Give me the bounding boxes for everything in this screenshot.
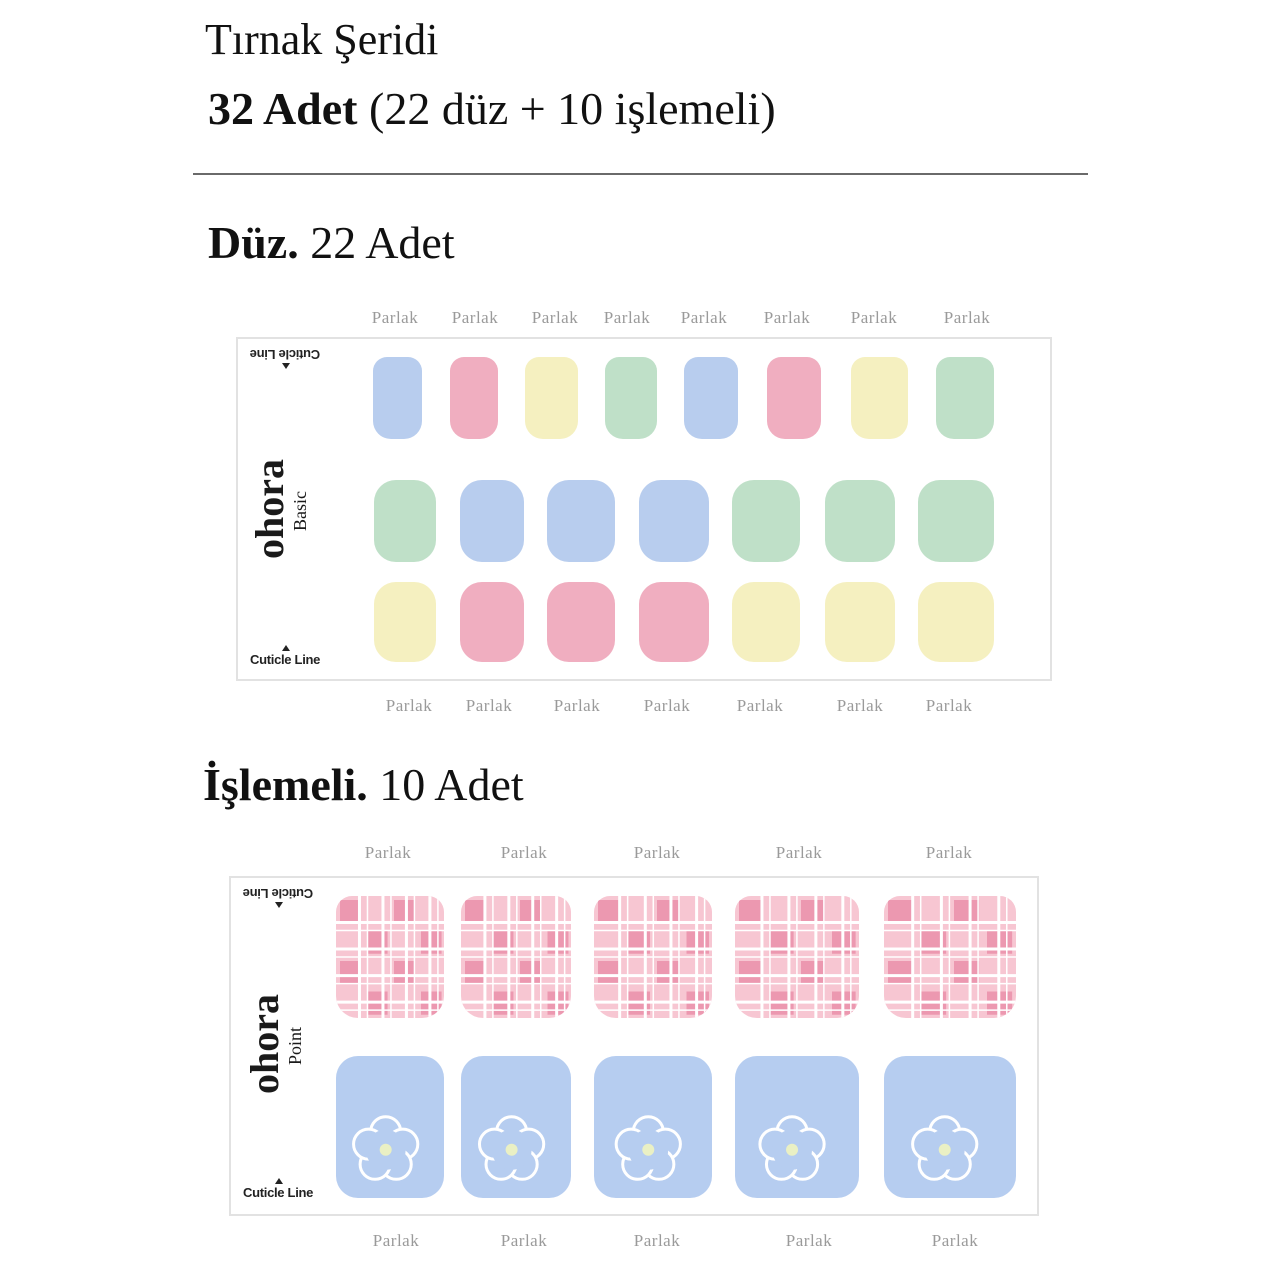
nail-toe-pink: [639, 582, 709, 662]
nail-toe-yellow: [825, 582, 895, 662]
cuticle-arrow-icon: [275, 902, 283, 908]
nail-toe-yellow: [374, 582, 436, 662]
cuticle-line-bottom: [243, 1178, 313, 1200]
cuticle-line-bottom: [250, 645, 320, 667]
gloss-label: Parlak: [925, 843, 973, 862]
gloss-label: Parlak: [364, 843, 412, 862]
nail-pink-plaid: [461, 896, 571, 1018]
brand-logo: [247, 459, 310, 559]
brand-name: ohora: [247, 459, 292, 559]
nail-tip-pink: [767, 357, 821, 439]
piece-count: [208, 82, 776, 136]
nail-toe-green: [732, 480, 800, 562]
nail-pink-plaid: [884, 896, 1016, 1018]
page-title: Tırnak Şeridi: [205, 15, 439, 64]
plain-nail-sheet: [236, 337, 1052, 681]
piece-count-breakdown: (22 düz + 10 işlemeli): [357, 83, 776, 134]
gloss-label: Parlak: [633, 843, 681, 862]
nail-pink-plaid: [594, 896, 712, 1018]
nail-toe-green: [825, 480, 895, 562]
nail-blue-flower: [461, 1056, 571, 1198]
nail-toe-pink: [547, 582, 615, 662]
plaid-pattern-icon: [735, 896, 859, 1018]
pattern-section-heading: [203, 758, 524, 812]
nail-tip-pink: [450, 357, 498, 439]
flower-icon: [594, 1056, 712, 1198]
brand-logo: [242, 994, 305, 1094]
nail-pink-plaid: [735, 896, 859, 1018]
nail-toe-yellow: [732, 582, 800, 662]
nail-toe-blue: [460, 480, 524, 562]
cuticle-line-label: Cuticle Line: [250, 347, 321, 362]
piece-count-total: 32 Adet: [208, 83, 358, 134]
plain-heading-count: 22 Adet: [298, 217, 455, 268]
gloss-label: Parlak: [603, 308, 651, 327]
nail-blue-flower: [884, 1056, 1016, 1198]
plaid-pattern-icon: [336, 896, 444, 1018]
cuticle-line-top: [250, 347, 320, 369]
nail-toe-pink: [460, 582, 524, 662]
gloss-label: Parlak: [385, 696, 433, 715]
nail-pink-plaid: [336, 896, 444, 1018]
plaid-pattern-icon: [594, 896, 712, 1018]
plain-section-heading: [208, 216, 455, 270]
pattern-heading-label: İşlemeli.: [203, 759, 368, 810]
gloss-label: Parlak: [500, 843, 548, 862]
gloss-label: Parlak: [785, 1231, 833, 1250]
gloss-label: Parlak: [451, 308, 499, 327]
gloss-label: Parlak: [553, 696, 601, 715]
brand-line: Basic: [290, 491, 310, 531]
gloss-label: Parlak: [736, 696, 784, 715]
divider: [193, 173, 1088, 175]
brand-name: ohora: [242, 994, 287, 1094]
cuticle-arrow-icon: [282, 363, 290, 369]
brand-line: Point: [285, 1027, 305, 1066]
pattern-nail-sheet: [229, 876, 1039, 1216]
gloss-label: Parlak: [836, 696, 884, 715]
cuticle-line-top: [243, 886, 313, 908]
nail-toe-green: [374, 480, 436, 562]
cuticle-arrow-icon: [275, 1178, 283, 1184]
nail-tip-blue: [684, 357, 738, 439]
nail-blue-flower: [594, 1056, 712, 1198]
plain-heading-label: Düz.: [208, 217, 299, 268]
cuticle-arrow-icon: [282, 645, 290, 651]
gloss-label: Parlak: [633, 1231, 681, 1250]
plaid-pattern-icon: [884, 896, 1016, 1018]
gloss-label: Parlak: [372, 1231, 420, 1250]
nail-toe-yellow: [918, 582, 994, 662]
nail-tip-yellow: [851, 357, 908, 439]
gloss-label: Parlak: [465, 696, 513, 715]
flower-icon: [884, 1056, 1016, 1198]
plaid-pattern-icon: [461, 896, 571, 1018]
gloss-label: Parlak: [643, 696, 691, 715]
gloss-label: Parlak: [763, 308, 811, 327]
nail-tip-yellow: [525, 357, 578, 439]
nail-blue-flower: [336, 1056, 444, 1198]
cuticle-line-label: Cuticle Line: [250, 652, 321, 667]
gloss-label: Parlak: [850, 308, 898, 327]
nail-tip-green: [605, 357, 657, 439]
gloss-label: Parlak: [500, 1231, 548, 1250]
gloss-label: Parlak: [943, 308, 991, 327]
gloss-label: Parlak: [775, 843, 823, 862]
nail-tip-green: [936, 357, 994, 439]
cuticle-line-label: Cuticle Line: [243, 1185, 314, 1200]
gloss-label: Parlak: [925, 696, 973, 715]
gloss-label: Parlak: [531, 308, 579, 327]
cuticle-line-label: Cuticle Line: [243, 886, 314, 901]
nail-toe-blue: [547, 480, 615, 562]
gloss-label: Parlak: [680, 308, 728, 327]
nail-blue-flower: [735, 1056, 859, 1198]
flower-icon: [735, 1056, 859, 1198]
nail-toe-green: [918, 480, 994, 562]
gloss-label: Parlak: [371, 308, 419, 327]
pattern-heading-count: 10 Adet: [367, 759, 524, 810]
nail-tip-blue: [373, 357, 422, 439]
nail-toe-blue: [639, 480, 709, 562]
gloss-label: Parlak: [931, 1231, 979, 1250]
flower-icon: [461, 1056, 571, 1198]
flower-icon: [336, 1056, 444, 1198]
